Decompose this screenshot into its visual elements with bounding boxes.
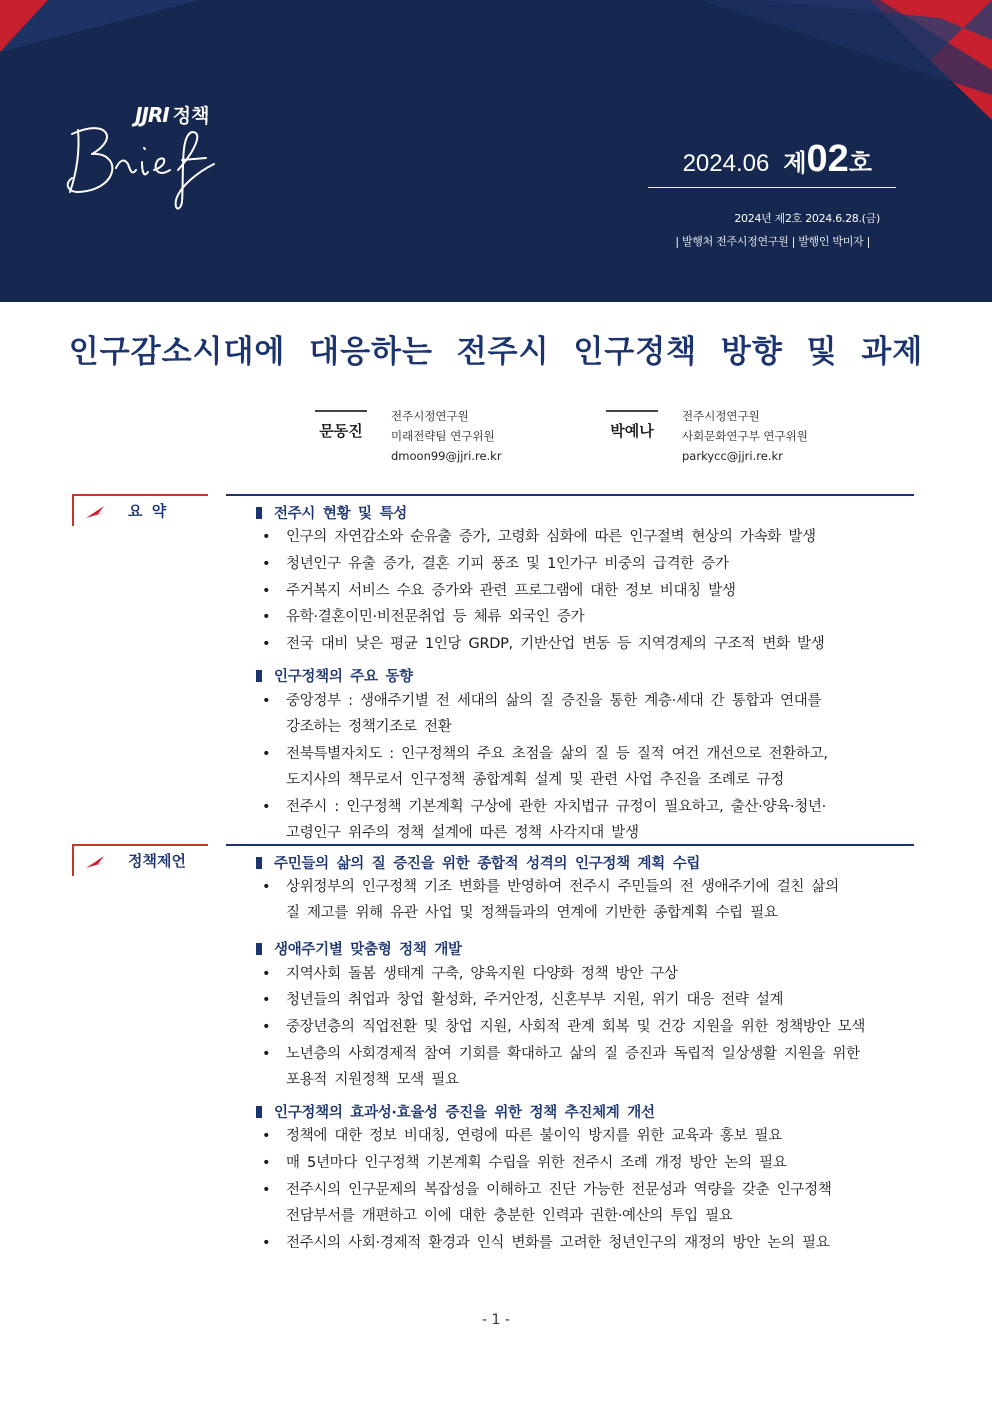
author-info xyxy=(391,406,502,466)
list-item: • 청년인구 유출 증가, 결혼 기피 풍조 및 1인가구 비중의 급격한 증가 xyxy=(262,556,729,572)
page-number: - 1 - xyxy=(482,1312,510,1328)
list-item: • 정책에 대한 정보 비대칭, 연령에 따른 불이익 방지를 위한 교육과 홍보 필요 xyxy=(262,1128,782,1144)
issue-year-month: 2024.06 xyxy=(682,150,770,177)
list-item: • 전주시 : 인구정책 기본계획 구상에 관한 자치법규 규정이 필요하고, 출산·양육·청년· 고령인구 위주의 정책 설계에 따른 정책 사각지대 발생 xyxy=(262,799,826,841)
author-name: 문동진 xyxy=(315,410,367,441)
section-label-text: 정책제언 xyxy=(128,852,186,870)
section-label-text: 요 약 xyxy=(128,502,169,520)
author-info xyxy=(682,406,808,466)
subheading: 인구정책의 주요 동향 xyxy=(256,665,413,686)
issue-no: 제02호 xyxy=(783,138,872,180)
author-email[interactable]: parkycc@jjri.re.kr xyxy=(682,449,783,463)
list-item: • 인구의 자연감소와 순유출 증가, 고령화 심화에 따른 인구절벽 현상의 가속화 발생 xyxy=(262,529,816,545)
author-org: 전주시정연구원 xyxy=(682,409,760,423)
document-title: 인구감소시대에 대응하는 전주시 인구정책 방향 및 과제 xyxy=(68,334,924,370)
author-card xyxy=(606,406,808,466)
section-label-proposal xyxy=(72,844,208,876)
author-email[interactable]: dmoon99@jjri.re.kr xyxy=(391,449,502,463)
list-item: • 전주시의 사회·경제적 환경과 인식 변화를 고려한 청년인구의 재정의 방안 논의 필요 xyxy=(262,1235,830,1251)
list-item: • 중앙정부 : 생애주기별 전 세대의 삶의 질 증진을 통한 계층·세대 간 통합과 연대를 강조하는 정책기조로 전환 xyxy=(262,693,822,735)
list-item: • 지역사회 돌봄 생태계 구축, 양육지원 다양화 정책 방안 구상 xyxy=(262,966,678,982)
list-item: • 전국 대비 낮은 평균 1인당 GRDP, 기반산업 변동 등 지역경제의 구조적 변화 발생 xyxy=(262,636,825,652)
flag-icon xyxy=(86,506,106,518)
brief-script-logo xyxy=(58,112,238,212)
header-banner xyxy=(0,0,992,302)
list-item: • 주거복지 서비스 수요 증가와 관련 프로그램에 대한 정보 비대칭 발생 xyxy=(262,583,736,599)
section-rule xyxy=(226,844,914,846)
list-item: • 중장년층의 직업전환 및 창업 지원, 사회적 관계 회복 및 건강 지원을 위한 정책방안 모색 xyxy=(262,1019,866,1035)
author-dept: 사회문화연구부 연구위원 xyxy=(682,429,808,443)
publisher-line: | 발행처 전주시정연구원 | 발행인 박미자 | xyxy=(675,235,870,248)
author-name: 박예나 xyxy=(606,410,658,441)
subheading: 인구정책의 효과성·효율성 증진을 위한 정책 추진체계 개선 xyxy=(256,1101,655,1122)
section-label-summary xyxy=(72,494,208,526)
jjri-logo: JJRI xyxy=(135,102,169,127)
list-item: • 청년들의 취업과 창업 활성화, 주거안정, 신혼부부 지원, 위기 대응 전략 설계 xyxy=(262,992,784,1008)
list-item: • 유학·결혼이민·비전문취업 등 체류 외국인 증가 xyxy=(262,609,585,625)
list-item: • 전북특별자치도 : 인구정책의 주요 초점을 삶의 질 등 질적 여건 개선으로 전환하고, 도지사의 책무로서 인구정책 종합계획 설계 및 관련 사업 추진을 조례로 규정 xyxy=(262,746,828,788)
subheading: 주민들의 삶의 질 증진을 위한 종합적 성격의 인구정책 계획 수립 xyxy=(256,852,700,873)
subheading: 생애주기별 맞춤형 정책 개발 xyxy=(256,938,462,959)
publication-date: 2024년 제2호 2024.6.28.(금) xyxy=(734,212,880,225)
list-item: • 매 5년마다 인구정책 기본계획 수립을 위한 전주시 조례 개정 방안 논의 필요 xyxy=(262,1155,787,1171)
flag-icon xyxy=(86,856,106,868)
brief-script-text: Brief xyxy=(58,112,61,113)
section-rule xyxy=(226,494,914,496)
issue-number xyxy=(683,138,872,181)
list-item: • 노년층의 사회경제적 참여 기회를 확대하고 삶의 질 증진과 독립적 일상생활 지원을 위한 포용적 지원정책 모색 필요 xyxy=(262,1046,860,1088)
author-card xyxy=(315,406,502,466)
list-item: • 전주시의 인구문제의 복잡성을 이해하고 진단 가능한 전문성과 역량을 갖춘 인구정책 전담부서를 개편하고 이에 대한 충분한 인력과 권한·예산의 투입 필요 xyxy=(262,1182,832,1224)
author-dept: 미래전략팀 연구위원 xyxy=(391,429,495,443)
banner-rule xyxy=(648,187,896,188)
list-item: • 상위정부의 인구정책 기조 변화를 반영하여 전주시 주민들의 전 생애주기에 걸친 삶의 질 제고를 위해 유관 사업 및 정책들과의 연계에 기반한 종합계획 수립 필요 xyxy=(262,879,839,921)
author-org: 전주시정연구원 xyxy=(391,409,469,423)
brand-policy: 정책 xyxy=(172,105,210,127)
subheading: 전주시 현황 및 특성 xyxy=(256,502,407,523)
